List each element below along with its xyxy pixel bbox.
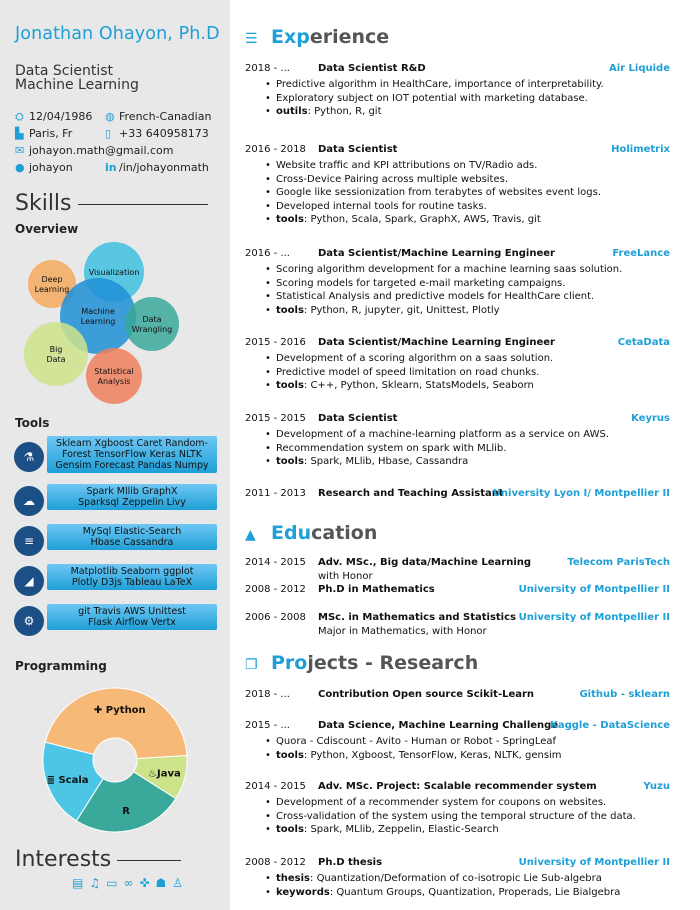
- phone-icon: ▯: [105, 127, 112, 140]
- tool-box-viz: Matplotlib Seaborn ggplot Plotly D3js Tableau LaTeX: [47, 564, 217, 590]
- skill-label: Wrangling: [131, 325, 173, 334]
- tool-row-ml: [14, 436, 219, 476]
- experience-heading: ☰ Experience: [245, 26, 390, 48]
- desktop-icon: ▭: [106, 876, 124, 890]
- birth-date: ⛭ 12/04/1986: [15, 110, 93, 123]
- tools-heading: Tools: [15, 416, 50, 430]
- experience-entry: 2011 - 2013 Research and Teaching Assistant University Lyon I/ Montpellier II: [245, 488, 670, 499]
- mail-icon: ✉: [15, 144, 25, 157]
- skill-label: Data: [142, 315, 162, 324]
- skills-rule: [78, 204, 208, 205]
- project-entry: 2015 - ... Data Science, Machine Learning Challenge Kaggle - DataScience • Quora - Cdiscount - Avito - Human or Robot - SpringLeaf • tools: Python, Xgboost, TensorFlow, Keras, NLTK, gensim: [245, 720, 670, 764]
- skill-label: Learning: [80, 317, 116, 326]
- city: ▙ Paris, Fr: [15, 127, 73, 140]
- area-chart-icon: ◢: [14, 566, 44, 596]
- interest-icons: [72, 876, 189, 890]
- programming-heading: Programming: [15, 659, 107, 673]
- skill-circle: [24, 322, 88, 386]
- donut-label: ✚ Python: [93, 705, 146, 717]
- tool-row-viz: [14, 564, 219, 596]
- education-heading: ▲ Education: [245, 522, 378, 544]
- github[interactable]: ● johayon: [15, 161, 73, 174]
- skill-circle: [86, 348, 142, 404]
- education-entry: 2006 - 2008 MSc. in Mathematics and Statistics University of Montpellier II Major in Mathematics, with Honor: [245, 612, 670, 637]
- linkedin-icon: in: [105, 161, 117, 174]
- music-icon: ♫: [89, 876, 107, 890]
- globe-icon: ◍: [105, 110, 115, 123]
- skill-label: Statistical: [94, 367, 134, 376]
- project-entry: 2018 - ... Contribution Open source Scikit-Learn Github - sklearn: [245, 689, 670, 700]
- skill-label: Learning: [34, 285, 70, 294]
- gamepad-icon: ✜: [139, 876, 156, 890]
- donut-label: ♨Java: [148, 768, 181, 780]
- role: [15, 64, 139, 92]
- interests-heading: Interests: [15, 847, 181, 872]
- projects-heading: ❐ Projects - Research: [245, 652, 479, 674]
- skill-label: Visualization: [88, 268, 140, 277]
- skill-label: Big: [49, 345, 63, 354]
- linkedin[interactable]: in /in/johayonmath: [105, 161, 209, 174]
- database-icon: ≡: [14, 526, 44, 556]
- tool-row-bigdata: [14, 484, 219, 516]
- email[interactable]: ✉ johayon.math@gmail.com: [15, 144, 174, 157]
- donut-label: ≣ Scala: [46, 774, 89, 786]
- android-icon: ☗: [155, 876, 173, 890]
- skills-heading: Skills: [15, 191, 208, 216]
- project-entry: 2008 - 2012 Ph.D thesis University of Montpellier II • thesis: Quantization/Deformation of co-isotropic Lie Sub-algebra • keywords: Quantum Groups, Quantization, Properads, Lie Bialgebra: [245, 857, 670, 901]
- skills-venn: [18, 238, 198, 406]
- overview-heading: Overview: [15, 222, 79, 236]
- book-icon: ▤: [72, 876, 90, 890]
- skill-label: Data: [46, 355, 66, 364]
- experience-entry: 2016 - 2018 Data Scientist Holimetrix • Website traffic and KPI attributions on TV/Radio ads. • Cross-Device Pairing across multiple websites. • Google like sessionization from terabytes of websites event logs. • Developed internal tools for routine tasks. • tools: Python, Scala, Spark, GraphX, AWS, Travis, git: [245, 144, 670, 236]
- full-name: Jonathan Ohayon, Ph.D: [15, 24, 220, 44]
- programming-donut: [40, 685, 190, 835]
- role-line-2: Machine Learning: [15, 77, 139, 93]
- tool-box-db: MySql Elastic-Search Hbase Cassandra: [47, 524, 217, 550]
- donut-label: R: [122, 805, 130, 817]
- tool-box-ml: Sklearn Xgboost Caret Random- Forest TensorFlow Keras NLTK Gensim Forecast Pandas Numpy: [47, 436, 217, 473]
- tool-row-db: [14, 524, 219, 556]
- skill-label: Analysis: [97, 377, 131, 386]
- experience-entry: 2015 - 2015 Data Scientist Keyrus • Development of a machine-learning platform as a service on AWS. • Recommendation system on spark with MLlib. • tools: Spark, MLlib, Hbase, Cassandra: [245, 413, 670, 473]
- linux-icon: ♙: [172, 876, 190, 890]
- experience-entry: 2018 - ... Data Scientist R&D Air Liquide • Predictive algorithm in HealthCare, importance of interpretability. • Exploratory subject on IOT potential with marketing database. • outils: Python, R, git: [245, 63, 670, 127]
- skill-circle: [125, 297, 179, 351]
- experience-entry: 2016 - ... Data Scientist/Machine Learning Engineer FreeLance • Scoring algorithm development for a machine learning saas solution. • Scoring models for targeted e-mail marketing campaigns. • Statistical Analysis and predictive models for HealthCare client. • tools: Python, R, jupyter, git, Unittest, Plotly: [245, 248, 670, 323]
- flask-icon: ⚗: [14, 442, 44, 472]
- sidebar: [0, 0, 230, 910]
- skill-label: Deep: [41, 275, 63, 284]
- tool-box-dev: git Travis AWS Unittest Flask Airflow Vertx: [47, 604, 217, 630]
- list-icon: ☰: [245, 31, 258, 47]
- skill-label: Machine: [81, 307, 115, 316]
- project-entry: 2014 - 2015 Adv. MSc. Project: Scalable recommender system Yuzu • Development of a recommender system for coupons on websites. • Cross-validation of the system using the temporal structure of the data. • tools: Spark, MLlib, Zeppelin, Elastic-Search: [245, 781, 670, 839]
- city-icon: ▙: [15, 127, 24, 140]
- bicycle-icon: ∞: [123, 876, 140, 890]
- github-icon: ●: [15, 161, 25, 174]
- education-entry: 2008 - 2012 Ph.D in Mathematics University of Montpellier II: [245, 584, 670, 595]
- education-entry: 2014 - 2015 Adv. MSc., Big data/Machine Learning Telecom ParisTech with Honor: [245, 557, 670, 582]
- interests-rule: [117, 860, 181, 861]
- role-line-1: Data Scientist: [15, 63, 113, 79]
- birthday-icon: ⛭: [15, 110, 24, 123]
- cogs-icon: ⚙: [14, 606, 44, 636]
- files-icon: ❐: [245, 657, 258, 673]
- graduation-cap-icon: ▲: [245, 527, 256, 543]
- tool-row-dev: [14, 604, 219, 636]
- nationality: ◍ French-Canadian: [105, 110, 212, 123]
- tool-box-bigdata: Spark Mllib GraphX Sparksql Zeppelin Livy: [47, 484, 217, 510]
- phone: ▯ +33 640958173: [105, 127, 209, 140]
- experience-entry: 2015 - 2016 Data Scientist/Machine Learning Engineer CetaData • Development of a scoring algorithm on a saas solution. • Predictive model of speed limitation on road chunks. • tools: C++, Python, Sklearn, StatsModels, Seaborn: [245, 337, 670, 397]
- cloud-icon: ☁: [14, 486, 44, 516]
